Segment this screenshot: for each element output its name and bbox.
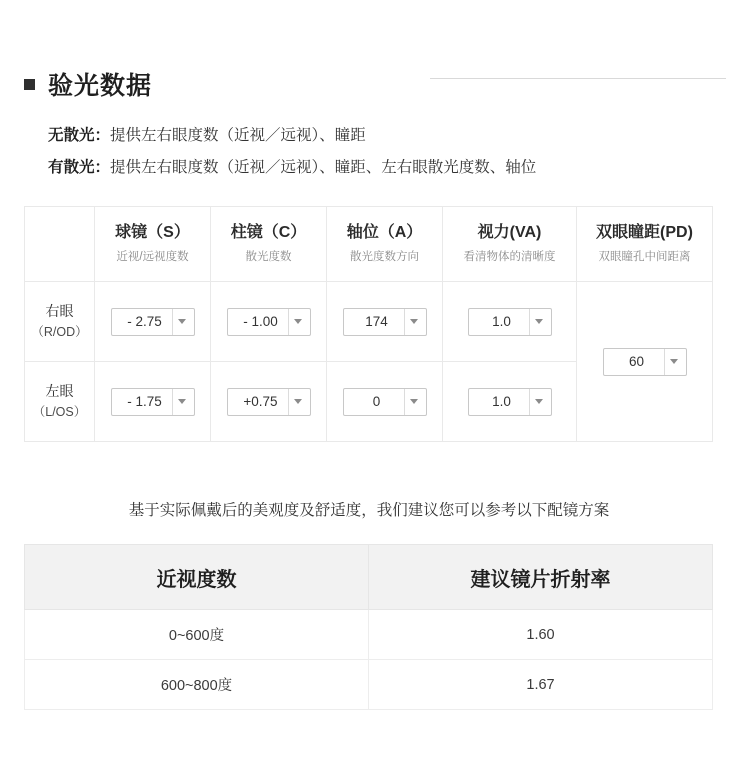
select-right-sphere-value: - 2.75 (127, 314, 162, 329)
top-divider (430, 78, 726, 79)
select-divider (172, 309, 173, 335)
description-rest-2: 提供左右眼度数（近视／远视）、瞳距、左右眼散光度数、轴位 (110, 159, 537, 176)
row-label-left-eye-en: （L/OS） (32, 404, 87, 419)
column-header-sphere-sub: 近视/远视度数 (116, 251, 189, 263)
cell-right-axis (327, 282, 443, 362)
column-header-axis-sub: 散光度数方向 (350, 251, 419, 263)
recommendation-index-0: 1.60 (369, 610, 713, 660)
row-label-right-eye-en: （R/OD） (31, 324, 88, 339)
cell-left-va (443, 362, 577, 442)
prescription-page (0, 66, 738, 710)
recommendation-table (24, 544, 713, 710)
select-right-cylinder[interactable] (227, 308, 311, 336)
cell-left-cylinder (211, 362, 327, 442)
select-right-cylinder-value: - 1.00 (243, 314, 278, 329)
select-left-cylinder-value: +0.75 (243, 394, 278, 409)
select-divider (529, 389, 530, 415)
chevron-down-icon (410, 399, 418, 404)
recommendation-degree-1: 600~800度 (25, 660, 369, 710)
recommendation-header-index: 建议镜片折射率 (369, 545, 713, 610)
column-header-va-main: 视力(VA) (477, 224, 542, 241)
select-divider (404, 389, 405, 415)
page-title-text: 验光数据 (48, 72, 153, 100)
corner-cell (25, 207, 95, 282)
select-divider (664, 349, 665, 375)
advice-text: 基于实际佩戴后的美观度及舒适度，我们建议您可以参考以下配镜方案 (128, 502, 610, 519)
column-header-cylinder-sub: 散光度数 (245, 251, 292, 263)
select-right-axis-value: 174 (365, 314, 388, 329)
column-header-va-sub: 看清物体的清晰度 (463, 251, 556, 263)
select-right-sphere[interactable] (111, 308, 195, 336)
select-right-va[interactable] (468, 308, 552, 336)
description-line-no-astigmatism (48, 120, 738, 152)
select-left-sphere-value: - 1.75 (127, 394, 162, 409)
row-label-left-eye-cn: 左眼 (45, 382, 74, 399)
select-divider (288, 389, 289, 415)
select-left-sphere[interactable] (111, 388, 195, 416)
description-line-with-astigmatism (48, 152, 738, 184)
cell-left-axis (327, 362, 443, 442)
select-left-cylinder[interactable] (227, 388, 311, 416)
column-header-cylinder (211, 207, 327, 282)
prescription-table-header-row (25, 207, 713, 282)
select-pd[interactable] (603, 348, 687, 376)
row-label-right-eye-cn: 右眼 (45, 302, 74, 319)
chevron-down-icon (178, 319, 186, 324)
column-header-sphere (95, 207, 211, 282)
select-left-axis-value: 0 (372, 394, 381, 409)
chevron-down-icon (178, 399, 186, 404)
column-header-pd-main: 双眼瞳距(PD) (596, 224, 693, 241)
cell-left-sphere (95, 362, 211, 442)
column-header-pd-sub: 双眼瞳孔中间距离 (598, 251, 691, 263)
chevron-down-icon (670, 359, 678, 364)
select-divider (404, 309, 405, 335)
recommendation-header-row (25, 545, 713, 610)
page-title (24, 66, 738, 102)
column-header-cylinder-main: 柱镜（C） (230, 224, 307, 241)
row-label-left-eye (25, 362, 95, 442)
table-row-right-eye (25, 282, 713, 362)
column-header-va (443, 207, 577, 282)
select-pd-value: 60 (628, 354, 645, 369)
select-divider (288, 309, 289, 335)
table-row (25, 660, 713, 710)
cell-right-sphere (95, 282, 211, 362)
column-header-axis (327, 207, 443, 282)
chevron-down-icon (294, 319, 302, 324)
description-rest-1: 提供左右眼度数（近视／远视）、瞳距 (110, 127, 366, 144)
row-label-right-eye (25, 282, 95, 362)
description-block (48, 120, 738, 184)
recommendation-header-degree: 近视度数 (25, 545, 369, 610)
column-header-pd (577, 207, 713, 282)
select-right-va-value: 1.0 (492, 314, 511, 329)
chevron-down-icon (535, 399, 543, 404)
select-divider (529, 309, 530, 335)
recommendation-index-1: 1.67 (369, 660, 713, 710)
column-header-axis-main: 轴位（A） (346, 224, 423, 241)
column-header-sphere-main: 球镜（S） (115, 224, 190, 241)
prescription-table (24, 206, 713, 442)
select-left-va[interactable] (468, 388, 552, 416)
cell-right-va (443, 282, 577, 362)
square-bullet-icon (24, 79, 35, 90)
description-lead-1: 无散光： (48, 127, 111, 144)
select-left-va-value: 1.0 (492, 394, 511, 409)
chevron-down-icon (535, 319, 543, 324)
select-divider (172, 389, 173, 415)
description-lead-2: 有散光： (48, 159, 111, 176)
cell-right-cylinder (211, 282, 327, 362)
select-right-axis[interactable] (343, 308, 427, 336)
cell-pd (577, 282, 713, 442)
recommendation-degree-0: 0~600度 (25, 610, 369, 660)
chevron-down-icon (410, 319, 418, 324)
table-row (25, 610, 713, 660)
select-left-axis[interactable] (343, 388, 427, 416)
chevron-down-icon (294, 399, 302, 404)
